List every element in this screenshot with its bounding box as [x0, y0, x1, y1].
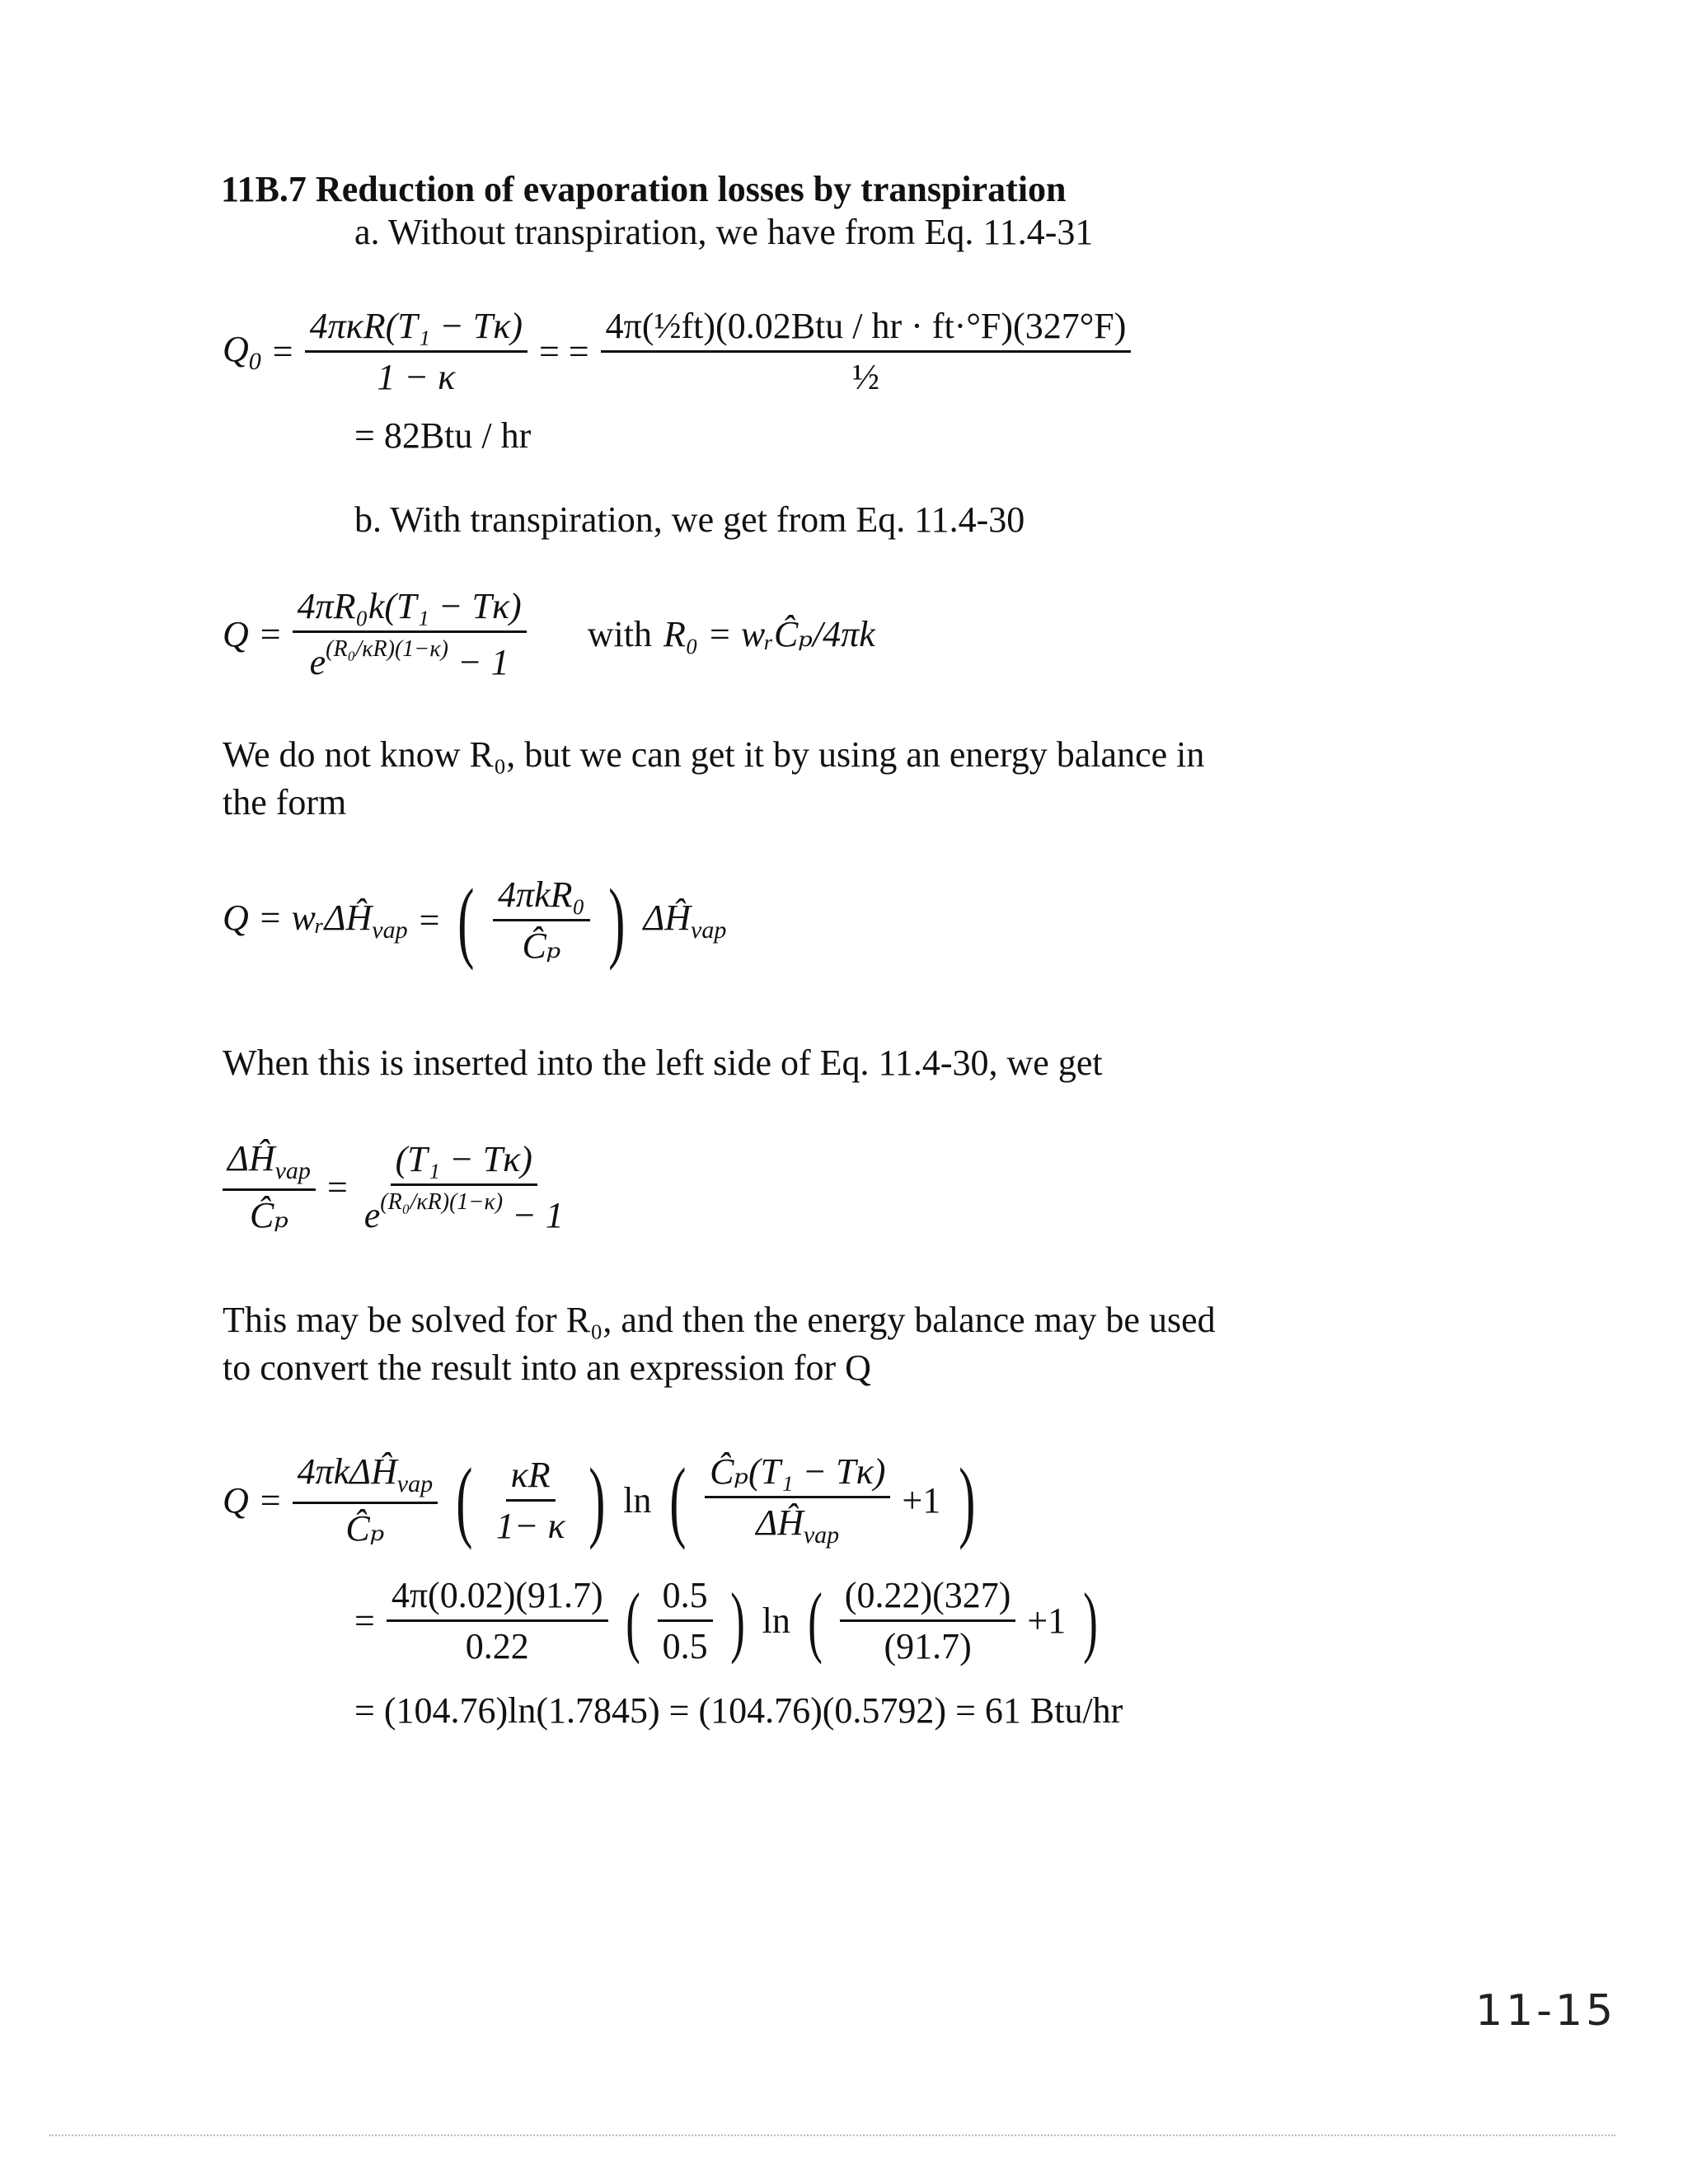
paragraph-solve-cont: to convert the result into an expression for Q	[223, 1347, 871, 1388]
equation-r0-implicit: $\frac{\Delta Ĥ_{vap}}{\text{Ĉₚ}}$ = $\frac{\text{(T₁ − Tκ)}}{e^{(R_0/\kappa R)(1-\kappa)} - 1}$	[223, 1137, 569, 1236]
paragraph-insertion: When this is inserted into the left side of Eq. 11.4-30, we get	[223, 1043, 1103, 1083]
paragraph-solve: This may be solved for R₀, and then the energy balance may be used	[223, 1300, 1216, 1340]
equation-q-final-symbolic: Q = $\frac{4\pi k\Delta Ĥ_{vap}}{\text{Ĉₚ}}$ ( $\frac{\kappa R}{1- \kappa}$ ) ln ( $\frac{\text{Ĉₚ(T₁ − Tκ)}}{\Delta Ĥ_{vap}}$ +1 )	[223, 1450, 976, 1550]
scan-edge-divider	[49, 2135, 1615, 2136]
problem-title: 11B.7 Reduction of evaporation losses by transpiration	[221, 169, 1067, 209]
eq-d-fraction-right: $\frac{\text{(T₁ − Tκ)}}{e^{(R_0/\kappa R)(1-\kappa)} - 1}$	[363, 1138, 564, 1235]
eq-a-fraction-2: $\frac{\text{4π(½ft)(0.02Btu / hr · ft·°F)(327°F)}}{\text{½}}$	[601, 305, 1132, 398]
equation-q-final-result: = (104.76)ln(1.7845) = (104.76)(0.5792) = 61 Btu/hr	[354, 1690, 1123, 1731]
eq-d-fraction-left: $\frac{\Delta Ĥ_{vap}}{\text{Ĉₚ}}$	[223, 1137, 316, 1236]
eq-e-fraction-1: $\frac{4\pi k\Delta Ĥ_{vap}}{\text{Ĉₚ}}$	[293, 1451, 438, 1549]
eq-a-fraction-1: $\frac{\text{4πκR(T₁ − Tκ)}}{1 - \kappa}$	[305, 305, 528, 398]
page-number: 11-15	[1475, 1986, 1617, 2036]
eq-b-with-label: with	[587, 614, 652, 654]
part-a-intro: a. Without transpiration, we have from Eq. 11.4-31	[354, 212, 1094, 252]
eq-e2-fraction-3: $\frac{(0.22)(327)}{(91.7)}$	[840, 1574, 1016, 1667]
part-b-intro: b. With transpiration, we get from Eq. 11.4-30	[354, 499, 1025, 540]
eq-e-fraction-3: $\frac{\text{Ĉₚ(T₁ − Tκ)}}{\Delta Ĥ_{vap}}$	[705, 1451, 890, 1549]
eq-b-r0-definition: R₀ = wᵣĈₚ/4πk	[663, 614, 875, 654]
eq-a-result: = 82Btu / hr	[354, 415, 532, 456]
eq-c-fraction: $\frac{\text{4πkR₀}}{\text{Ĉₚ}}$	[493, 874, 590, 967]
eq-a-lhs: $Q_0$	[223, 328, 261, 375]
paragraph-energy-balance: We do not know R₀, but we can get it by using an energy balance in	[223, 734, 1205, 775]
equation-energy-balance: Q = wᵣΔĤ$_{vap}$ = ( $\frac{\text{4πkR₀}}{\text{Ĉₚ}}$ ) $\Delta Ĥ_{vap}$	[223, 869, 727, 971]
eq-e2-fraction-1: $\frac{4\pi(0.02)(91.7)}{0.22}$	[387, 1574, 608, 1667]
equation-q0: $Q_0$ = $\frac{\text{4πκR(T₁ − Tκ)}}{1 - \kappa}$ = = $\frac{\text{4π(½ft)(0.02Btu / hr · ft·°F)(327°F)}}{\text{½}}$	[223, 305, 1131, 398]
equation-q-transpiration: Q = $\frac{\text{4πR₀k(T₁ − Tκ)}}{e^{(R_0/\kappa R)(1-\kappa)} - 1}$ with R₀ = wᵣĈₚ/4πk	[223, 586, 875, 682]
equation-q-final-numeric: = $\frac{4\pi(0.02)(91.7)}{0.22}$ ( $\frac{0.5}{0.5}$ ) ln ( $\frac{(0.22)(327)}{(91.7)}$ +1 )	[354, 1575, 1099, 1666]
eq-e2-fraction-2: $\frac{0.5}{0.5}$	[658, 1574, 713, 1667]
eq-e-fraction-2: $\frac{\kappa R}{1- \kappa}$	[495, 1454, 565, 1546]
eq-b-fraction: $\frac{\text{4πR₀k(T₁ − Tκ)}}{e^{(R_0/\kappa R)(1-\kappa)} - 1}$	[293, 585, 527, 683]
paragraph-energy-balance-cont: the form	[223, 782, 347, 823]
